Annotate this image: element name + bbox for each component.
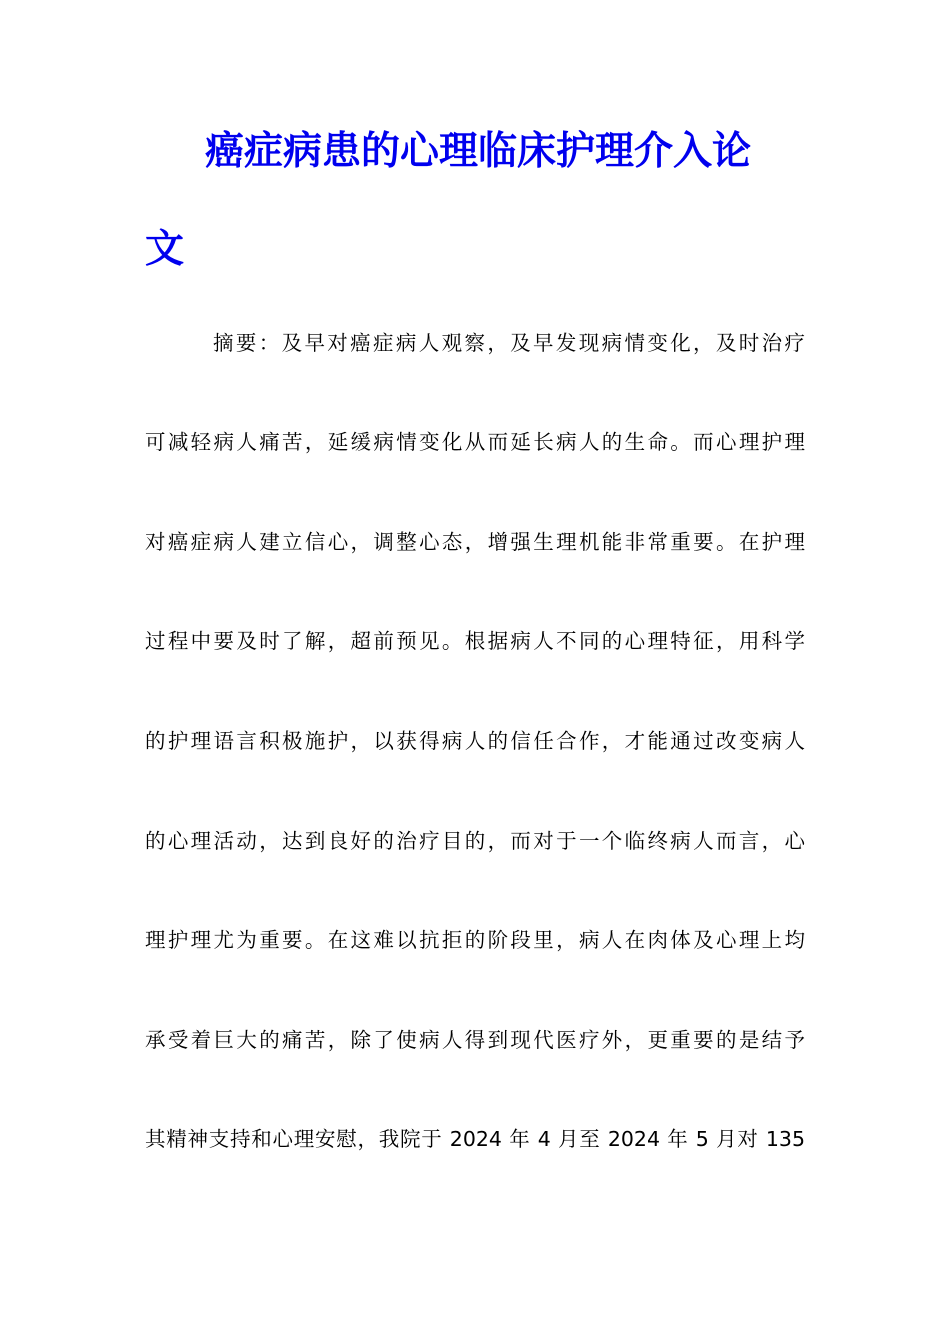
document-title-line-2: 文 [145, 226, 185, 272]
abstract-line-3: 对癌症病人建立信心，调整心态，增强生理机能非常重要。在护理 [145, 530, 805, 554]
abstract-line-9: 其精神支持和心理安慰，我院于 2024 年 4 月至 2024 年 5 月对 135 [145, 1127, 805, 1151]
abstract-line-1: 摘要：及早对癌症病人观察，及早发现病情变化，及时治疗 [213, 331, 805, 355]
abstract-line-7: 理护理尤为重要。在这难以抗拒的阶段里，病人在肉体及心理上均 [145, 928, 805, 952]
abstract-line-6: 的心理活动，达到良好的治疗目的，而对于一个临终病人而言，心 [145, 829, 805, 853]
abstract-line-5: 的护理语言积极施护，以获得病人的信任合作，才能通过改变病人 [145, 729, 805, 753]
abstract-line-2: 可减轻病人痛苦，延缓病情变化从而延长病人的生命。而心理护理 [145, 430, 805, 454]
document-title-line-1: 癌症病患的心理临床护理介入论 [205, 128, 752, 174]
abstract-line-4: 过程中要及时了解，超前预见。根据病人不同的心理特征，用科学 [145, 629, 805, 653]
abstract-line-8: 承受着巨大的痛苦，除了使病人得到现代医疗外，更重要的是结予 [145, 1028, 805, 1052]
